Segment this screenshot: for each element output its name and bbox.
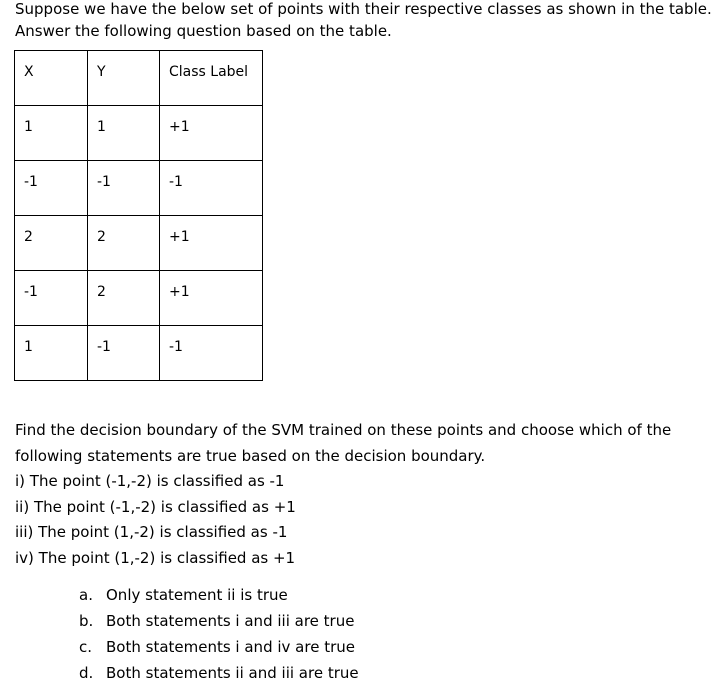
option-b — [79, 608, 699, 634]
answer-options — [79, 582, 699, 686]
points-table — [14, 50, 263, 381]
intro-line-1: Suppose we have the below set of points with their respective classes as shown in the table. — [15, 0, 712, 18]
header-cell-x: X — [15, 51, 88, 106]
option-a — [79, 582, 699, 608]
statement-ii: ii) The point (-1,-2) is classified as +1 — [15, 497, 296, 516]
question-text — [15, 418, 715, 571]
table-row — [15, 216, 263, 271]
intro-line-2: Answer the following question based on the table. — [15, 22, 392, 40]
option-letter: a. — [79, 586, 93, 604]
table-cell: -1 — [15, 161, 88, 216]
option-text: Only statement ii is true — [106, 586, 288, 604]
table-cell: 2 — [15, 216, 88, 271]
option-c — [79, 634, 699, 660]
option-letter: b. — [79, 612, 94, 630]
table-cell: -1 — [160, 326, 263, 381]
table-cell: 2 — [88, 216, 160, 271]
table-cell: +1 — [160, 271, 263, 326]
statement-iv: iv) The point (1,-2) is classified as +1 — [15, 548, 296, 567]
statement-i: i) The point (-1,-2) is classified as -1 — [15, 472, 285, 490]
option-text: Both statements i and iv are true — [106, 638, 355, 656]
option-text: Both statements ii and iii are true — [106, 664, 359, 682]
table-cell: -1 — [88, 326, 160, 381]
table-row — [15, 326, 263, 381]
table-cell: +1 — [160, 216, 263, 271]
statement-iii: iii) The point (1,-2) is classified as -1 — [15, 523, 288, 541]
table-cell: 1 — [15, 326, 88, 381]
table-row — [15, 106, 263, 161]
question-line-1: Find the decision boundary of the SVM trained on these points and choose which of the — [15, 421, 672, 439]
table-cell: 2 — [88, 271, 160, 326]
table-header-row — [15, 51, 263, 106]
option-letter: c. — [79, 638, 93, 656]
option-letter: d. — [79, 664, 94, 682]
option-d — [79, 660, 699, 686]
intro-text — [15, 0, 715, 42]
table-cell: 1 — [88, 106, 160, 161]
table-cell: +1 — [160, 106, 263, 161]
table-cell: -1 — [160, 161, 263, 216]
table-cell: -1 — [88, 161, 160, 216]
header-cell-class-label: Class Label — [160, 51, 263, 106]
table-cell: 1 — [15, 106, 88, 161]
table-cell: -1 — [15, 271, 88, 326]
question-line-2: following statements are true based on the decision boundary. — [15, 446, 486, 465]
table-row — [15, 161, 263, 216]
option-text: Both statements i and iii are true — [106, 612, 355, 630]
header-cell-y: Y — [88, 51, 160, 106]
table-row — [15, 271, 263, 326]
